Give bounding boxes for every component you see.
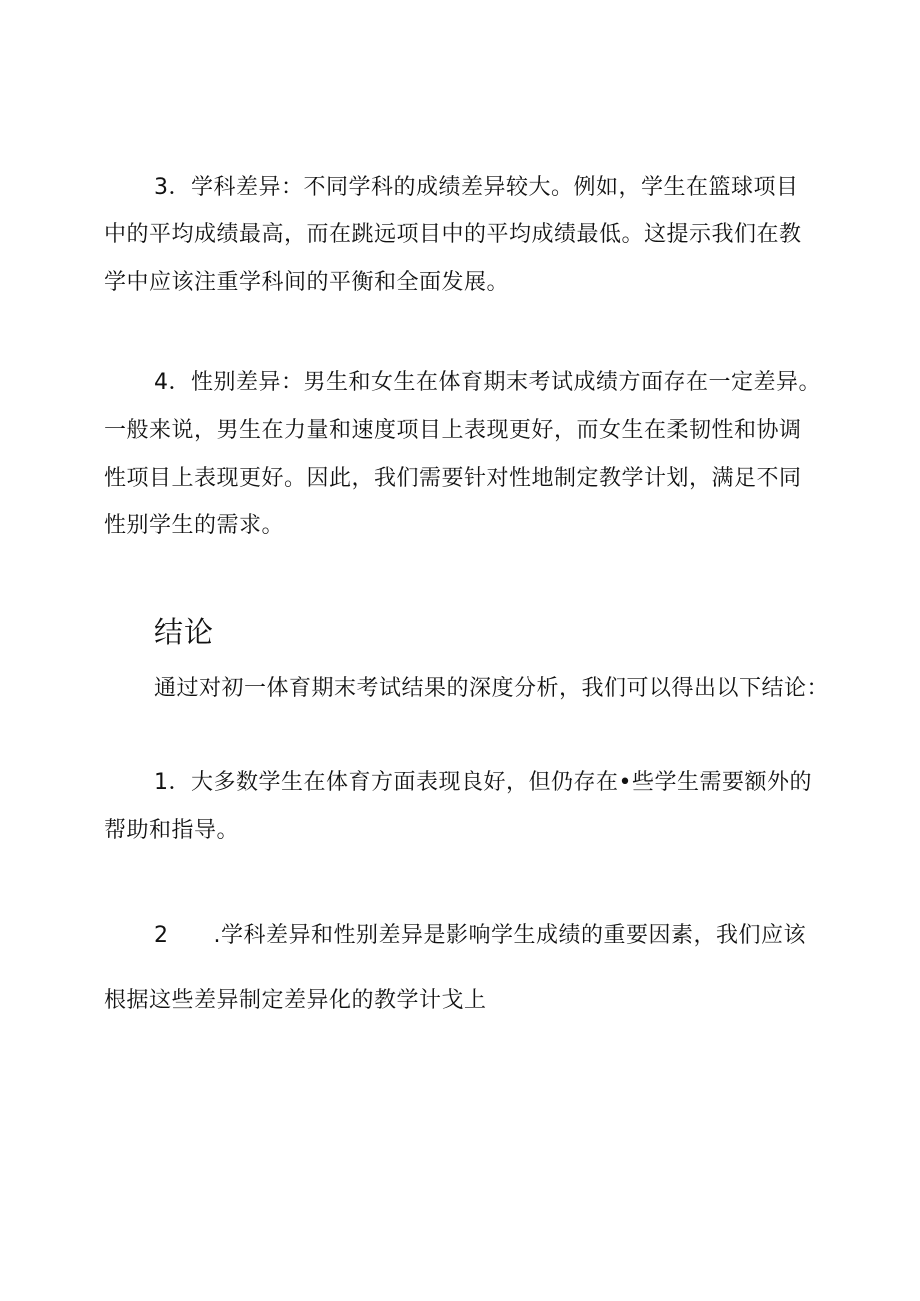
paragraph-line: 1．大多数学生在体育方面表现良好，但仍存在•些学生需要额外的 xyxy=(154,770,812,795)
paragraph-line: 2 .学科差异和性别差异是影响学生成绩的重要因素，我们应该 xyxy=(154,923,806,948)
paragraph-line: 3．学科差异：不同学科的成绩差异较大。例如，学生在篮球项目 xyxy=(154,175,799,200)
paragraph-line: 性别学生的需求。 xyxy=(104,513,285,538)
paragraph-line: 一般来说，男生在力量和速度项目上表现更好，而女生在柔韧性和协调 xyxy=(104,418,802,443)
conclusion-intro: 通过对初一体育期末考试结果的深度分析，我们可以得出以下结论： xyxy=(154,676,830,701)
paragraph-line: 根据这些差异制定差异化的教学计戈上 xyxy=(104,988,487,1013)
paragraph-line: 帮助和指导。 xyxy=(104,818,240,843)
section-heading-conclusion: 结论 xyxy=(154,615,215,649)
paragraph-line: 4．性别差异：男生和女生在体育期末考试成绩方面存在一定差异。 xyxy=(154,370,821,395)
paragraph-line: 中的平均成绩最高，而在跳远项目中的平均成绩最低。这提示我们在教 xyxy=(104,222,802,247)
paragraph-line: 性项目上表现更好。因此，我们需要针对性地制定教学计划，满足不同 xyxy=(104,466,802,491)
paragraph-line: 学中应该注重学科间的平衡和全面发展。 xyxy=(104,270,510,295)
